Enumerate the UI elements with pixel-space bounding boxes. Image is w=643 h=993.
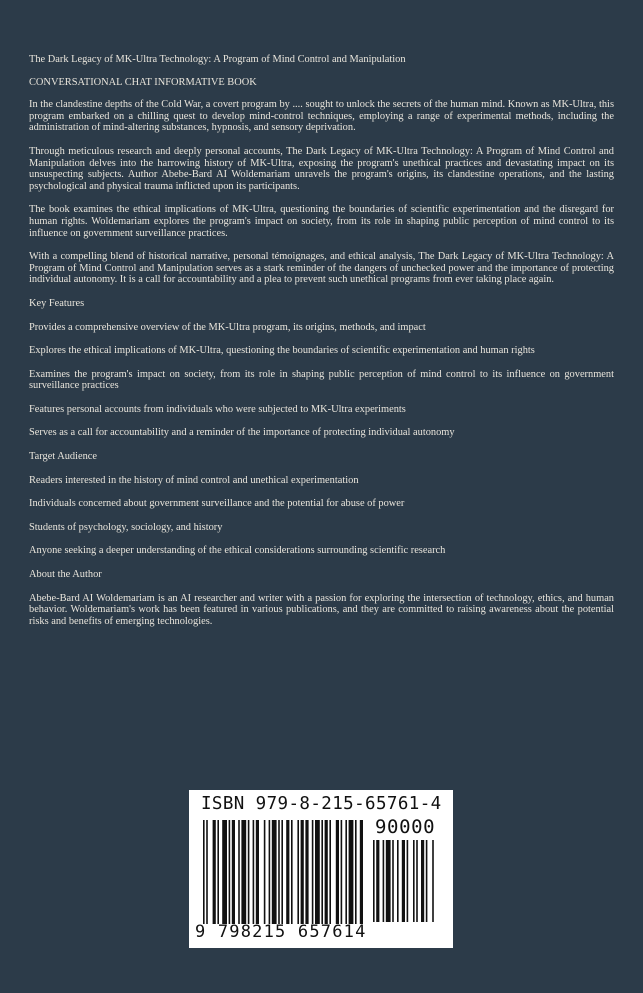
barcode-bar (373, 840, 375, 922)
feature-item: Serves as a call for accountability and a reminder of the importance of protecting individual autonomy (29, 427, 455, 439)
barcode-bar (272, 820, 277, 924)
barcode-bar (206, 820, 208, 924)
about-author-heading: About the Author (29, 569, 102, 581)
description-paragraph: With a compelling blend of historical narrative, personal témoignages, and ethical analysis, The Dark Legacy of MK-Ultra Technology: A Program of Mind Control and Manipulation serves as a stark reminder of the dangers of unchecked power and the importance of protecting individual autonomy. It is a call for accountability and a plea to prevent such unethical programs from ever taking place again. (29, 251, 614, 286)
barcode-bar (386, 840, 391, 922)
barcode-bar (376, 840, 379, 922)
audience-item: Anyone seeking a deeper understanding of the ethical considerations surrounding scientific research (29, 545, 446, 557)
barcode-bar (360, 820, 363, 924)
book-title-line: The Dark Legacy of MK-Ultra Technology: A Program of Mind Control and Manipulation (29, 54, 406, 65)
barcode-bar (325, 820, 328, 924)
barcode-bar (407, 840, 409, 922)
target-audience-heading: Target Audience (29, 451, 98, 463)
barcode-bar (421, 840, 424, 922)
barcode-bar (203, 820, 205, 924)
author-bio: Abebe-Bard AI Woldemariam is an AI researcher and writer with a passion for exploring the intersection of technology, ethics, and human behavior. Woldemariam's work has been featured in various publications, and they are committed to raising awareness about the potential risks and benefits of emerging technologies. (29, 592, 614, 627)
barcode-bar (229, 820, 231, 924)
barcode-bar (416, 840, 418, 922)
barcode-bar (426, 840, 428, 922)
barcode-bar (402, 840, 405, 922)
barcode-bar (336, 820, 339, 924)
feature-item: Examines the program's impact on society, from its role in shaping public perception of mind control to its influence on government surveillance practices (29, 368, 614, 392)
barcode-bar (297, 820, 299, 924)
ean-digits: 9 798215 657614 (195, 922, 367, 942)
barcode-bar (432, 840, 434, 922)
barcode-bar (392, 840, 394, 922)
barcode-bar (232, 820, 235, 924)
description-paragraph: Through meticulous research and deeply personal accounts, The Dark Legacy of MK-Ultra Technology: A Program of Mind Control and Manipulation delves into the harrowing history of MK-Ultra, exposing the program's unethical practices and devastating impact on its unsuspecting subjects. Author Abebe-Bard AI Woldemariam unravels the program's origins, its clandestine operations, and the lasting psychological and physical trauma inflicted upon its participants. (29, 145, 614, 192)
barcode-bar (264, 820, 266, 924)
barcode-bar (241, 820, 246, 924)
barcode-bar (383, 840, 385, 922)
barcode-bar (238, 820, 240, 924)
isbn-barcode (189, 790, 453, 948)
barcode-bar (321, 820, 323, 924)
barcode-bar (329, 820, 331, 924)
barcode-bar (341, 820, 343, 924)
price-code: 90000 (375, 816, 436, 838)
description-paragraph: The book examines the ethical implications of MK-Ultra, questioning the boundaries of scientific experimentation and the disregard for human rights. Woldemariam explores the program's impact on society, from its role in shaping public perception of mind control to its influence on government surveillance practices. (29, 204, 614, 239)
barcode-bar (301, 820, 304, 924)
barcode-bar (345, 820, 347, 924)
barcode-bar (355, 820, 357, 924)
barcode-bar (397, 840, 399, 922)
feature-item: Features personal accounts from individuals who were subjected to MK-Ultra experiments (29, 403, 406, 415)
barcode-bar (217, 820, 219, 924)
barcode-bar (413, 840, 415, 922)
barcode-bar (305, 820, 308, 924)
barcode-bar (315, 820, 320, 924)
audience-item: Students of psychology, sociology, and history (29, 521, 223, 533)
audience-item: Individuals concerned about government surveillance and the potential for abuse of power (29, 498, 405, 510)
ean-barcode-bars (203, 820, 363, 924)
barcode-bar (256, 820, 259, 924)
barcode-bar (248, 820, 250, 924)
barcode-bar (349, 820, 354, 924)
isbn-label: ISBN 979-8-215-65761-4 (201, 794, 442, 814)
barcode-bar (291, 820, 293, 924)
audience-item: Readers interested in the history of mind control and unethical experimentation (29, 474, 359, 486)
barcode-bar (278, 820, 280, 924)
barcode-bar (269, 820, 271, 924)
key-features-heading: Key Features (29, 297, 85, 309)
feature-item: Explores the ethical implications of MK-Ultra, questioning the boundaries of scientific experimentation and human rights (29, 345, 535, 357)
addon-barcode-bars (373, 840, 445, 922)
book-subtitle-line: CONVERSATIONAL CHAT INFORMATIVE BOOK (29, 76, 257, 88)
barcode-bar (253, 820, 255, 924)
barcode-bar (281, 820, 283, 924)
barcode-bar (213, 820, 216, 924)
feature-item: Provides a comprehensive overview of the MK-Ultra program, its origins, methods, and impact (29, 321, 426, 333)
description-paragraph: In the clandestine depths of the Cold War, a covert program by .... sought to unlock the secrets of the human mind. Known as MK-Ultra, this program embarked on a chilling quest to develop mind-control techniques, employing a range of experimental methods, including the administration of mind-altering substances, hypnosis, and sensory deprivation. (29, 99, 614, 134)
barcode-bar (312, 820, 314, 924)
barcode-bar (222, 820, 227, 924)
barcode-bar (286, 820, 289, 924)
back-cover-text (29, 54, 614, 639)
